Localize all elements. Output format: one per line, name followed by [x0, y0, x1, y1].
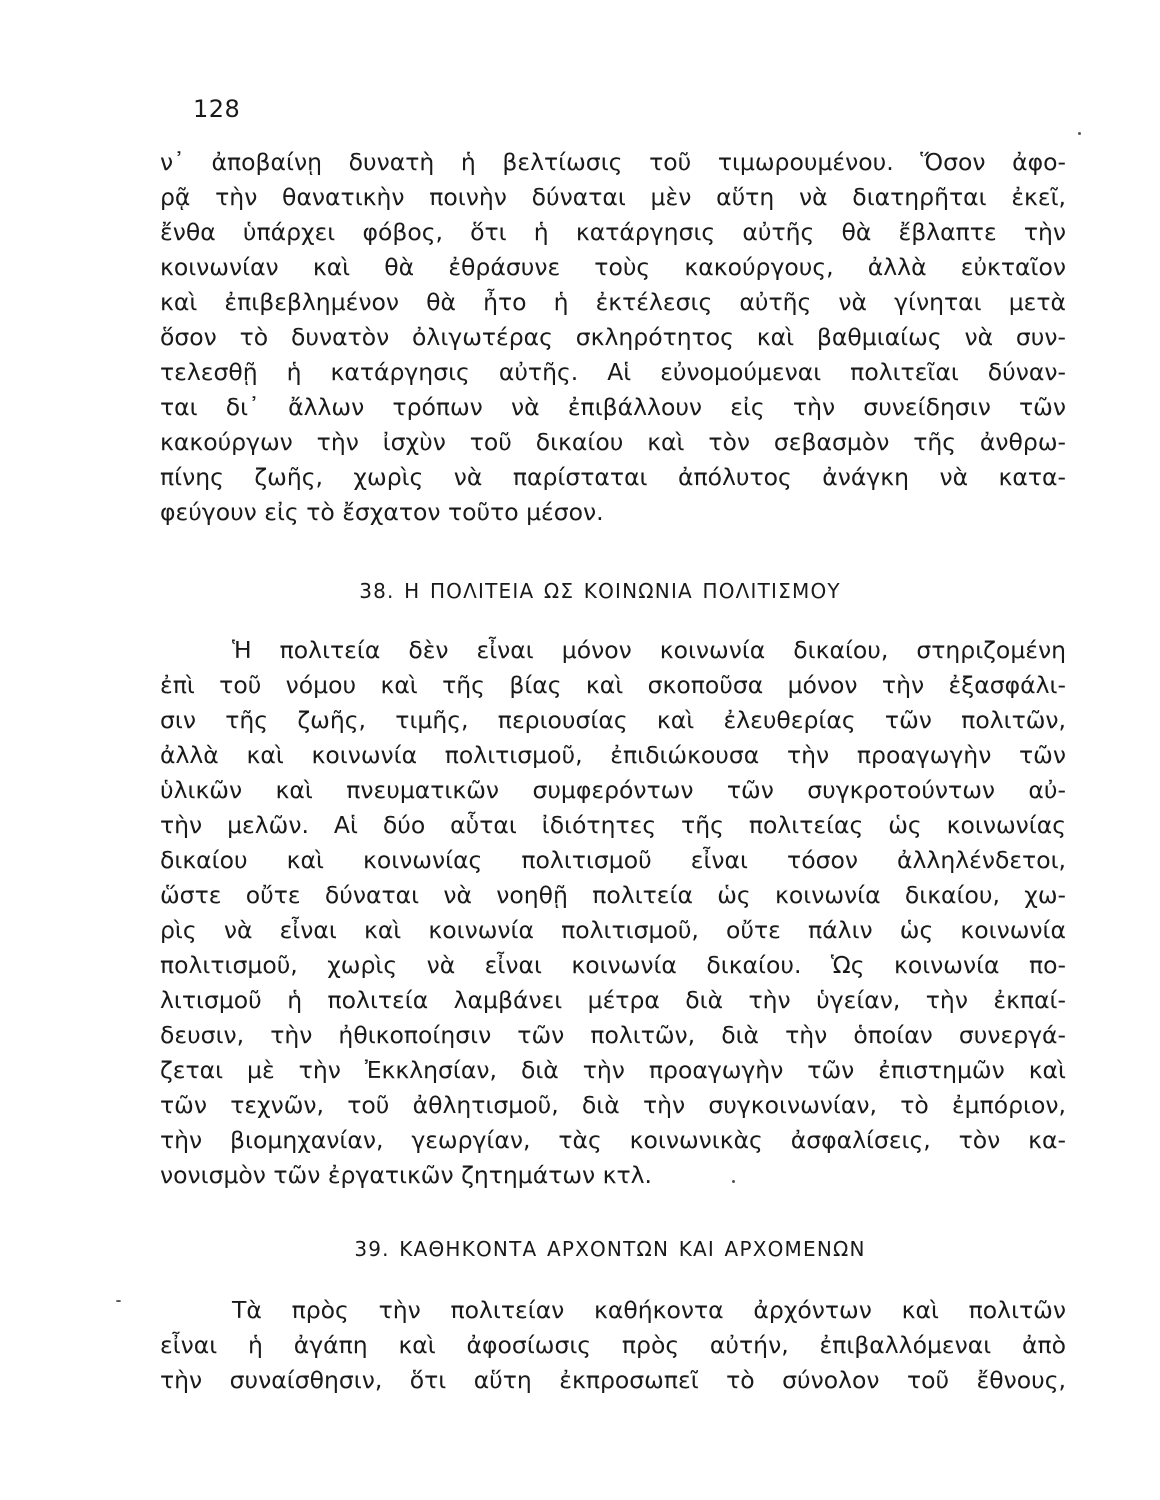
text-line: πολιτισμοῦ, χωρὶς νὰ εἶναι κοινωνία δικαίου. Ὡς κοινωνία πο-	[160, 951, 1066, 979]
text-line: νονισμὸν τῶν ἐργατικῶν ζητημάτων κτλ.	[160, 1161, 653, 1189]
text-line: τῶν τεχνῶν, τοῦ ἀθλητισμοῦ, διὰ τὴν συγκοινωνίαν, τὸ ἐμπόριον,	[160, 1091, 1066, 1119]
text-line: σιν τῆς ζωῆς, τιμῆς, περιουσίας καὶ ἐλευθερίας τῶν πολιτῶν,	[160, 706, 1066, 734]
text-line: ρᾷ τὴν θανατικὴν ποινὴν δύναται μὲν αὕτη νὰ διατηρῆται ἐκεῖ,	[160, 183, 1066, 211]
text-line: ὑλικῶν καὶ πνευματικῶν συμφερόντων τῶν συγκροτούντων αὐ-	[160, 776, 1066, 804]
text-line: ἀλλὰ καὶ κοινωνία πολιτισμοῦ, ἐπιδιώκουσα τὴν προαγωγὴν τῶν	[160, 741, 1066, 769]
paragraph-1	[160, 145, 1066, 530]
page-number: 128	[193, 95, 241, 123]
text-line: πίνης ζωῆς, χωρὶς νὰ παρίσταται ἀπόλυτος ἀνάγκη νὰ κατα-	[160, 463, 1066, 491]
section-39-heading: 39. ΚΑΘΗΚΟΝΤΑ ΑΡΧΟΝΤΩΝ ΚΑΙ ΑΡΧΟΜΕΝΩΝ	[354, 1237, 866, 1261]
text-line: ν᾽ ἀποβαίνῃ δυνατὴ ἡ βελτίωσις τοῦ τιμωρουμένου. Ὅσον ἀφο-	[160, 148, 1066, 176]
text-line: δευσιν, τὴν ἠθικοποίησιν τῶν πολιτῶν, διὰ τὴν ὁποίαν συνεργά-	[160, 1021, 1066, 1049]
text-line: ἔνθα ὑπάρχει φόβος, ὅτι ἡ κατάργησις αὐτῆς θὰ ἔβλαπτε τὴν	[160, 218, 1066, 246]
section-38-heading: 38. Η ΠΟΛΙΤΕΙΑ ΩΣ ΚΟΙΝΩΝΙΑ ΠΟΛΙΤΙΣΜΟΥ	[359, 579, 841, 603]
scan-speck	[732, 1180, 735, 1183]
text-line: τελεσθῇ ἡ κατάργησις αὐτῆς. Αἱ εὐνομούμεναι πολιτεῖαι δύναν-	[160, 358, 1066, 386]
text-line: ρὶς νὰ εἶναι καὶ κοινωνία πολιτισμοῦ, οὔτε πάλιν ὡς κοινωνία	[160, 916, 1066, 944]
text-line: καὶ ἐπιβεβλημένον θὰ ἦτο ἡ ἐκτέλεσις αὐτῆς νὰ γίνηται μετὰ	[160, 288, 1066, 316]
text-line: τὴν μελῶν. Αἱ δύο αὗται ἰδιότητες τῆς πολιτείας ὡς κοινωνίας	[160, 811, 1066, 839]
section-39-paragraph	[160, 1293, 1066, 1398]
text-line: λιτισμοῦ ἡ πολιτεία λαμβάνει μέτρα διὰ τὴν ὑγείαν, τὴν ἐκπαί-	[160, 986, 1066, 1014]
text-line: δικαίου καὶ κοινωνίας πολιτισμοῦ εἶναι τόσον ἀλληλένδετοι,	[160, 846, 1066, 874]
scan-speck	[1078, 132, 1081, 135]
text-line: ται δι᾽ ἄλλων τρόπων νὰ ἐπιβάλλουν εἰς τὴν συνείδησιν τῶν	[160, 393, 1066, 421]
text-line: ὅσον τὸ δυνατὸν ὀλιγωτέρας σκληρότητος καὶ βαθμιαίως νὰ συν-	[160, 323, 1066, 351]
text-line: κακούργων τὴν ἰσχὺν τοῦ δικαίου καὶ τὸν σεβασμὸν τῆς ἀνθρω-	[160, 428, 1066, 456]
text-line: ζεται μὲ τὴν Ἐκκλησίαν, διὰ τὴν προαγωγὴν τῶν ἐπιστημῶν καὶ	[160, 1056, 1066, 1084]
section-38-paragraph	[160, 633, 1066, 1193]
text-line: φεύγουν εἰς τὸ ἔσχατον τοῦτο μέσον.	[160, 498, 604, 526]
text-line: εἶναι ἡ ἀγάπη καὶ ἀφοσίωσις πρὸς αὐτήν, ἐπιβαλλόμεναι ἀπὸ	[160, 1331, 1066, 1359]
text-line: κοινωνίαν καὶ θὰ ἐθράσυνε τοὺς κακούργους, ἀλλὰ εὐκταῖον	[160, 253, 1066, 281]
text-line: Τὰ πρὸς τὴν πολιτείαν καθήκοντα ἀρχόντων καὶ πολιτῶν	[232, 1296, 1066, 1324]
text-line: ὥστε οὔτε δύναται νὰ νοηθῇ πολιτεία ὡς κοινωνία δικαίου, χω-	[160, 881, 1066, 909]
text-line: τὴν συναίσθησιν, ὅτι αὕτη ἐκπροσωπεῖ τὸ σύνολον τοῦ ἔθνους,	[160, 1366, 1066, 1394]
text-line: ἐπὶ τοῦ νόμου καὶ τῆς βίας καὶ σκοποῦσα μόνον τὴν ἐξασφάλι-	[160, 671, 1066, 699]
scan-speck	[116, 1300, 121, 1302]
text-line: Ἡ πολιτεία δὲν εἶναι μόνον κοινωνία δικαίου, στηριζομένη	[232, 636, 1066, 664]
text-line: τὴν βιομηχανίαν, γεωργίαν, τὰς κοινωνικὰς ἀσφαλίσεις, τὸν κα-	[160, 1126, 1066, 1154]
